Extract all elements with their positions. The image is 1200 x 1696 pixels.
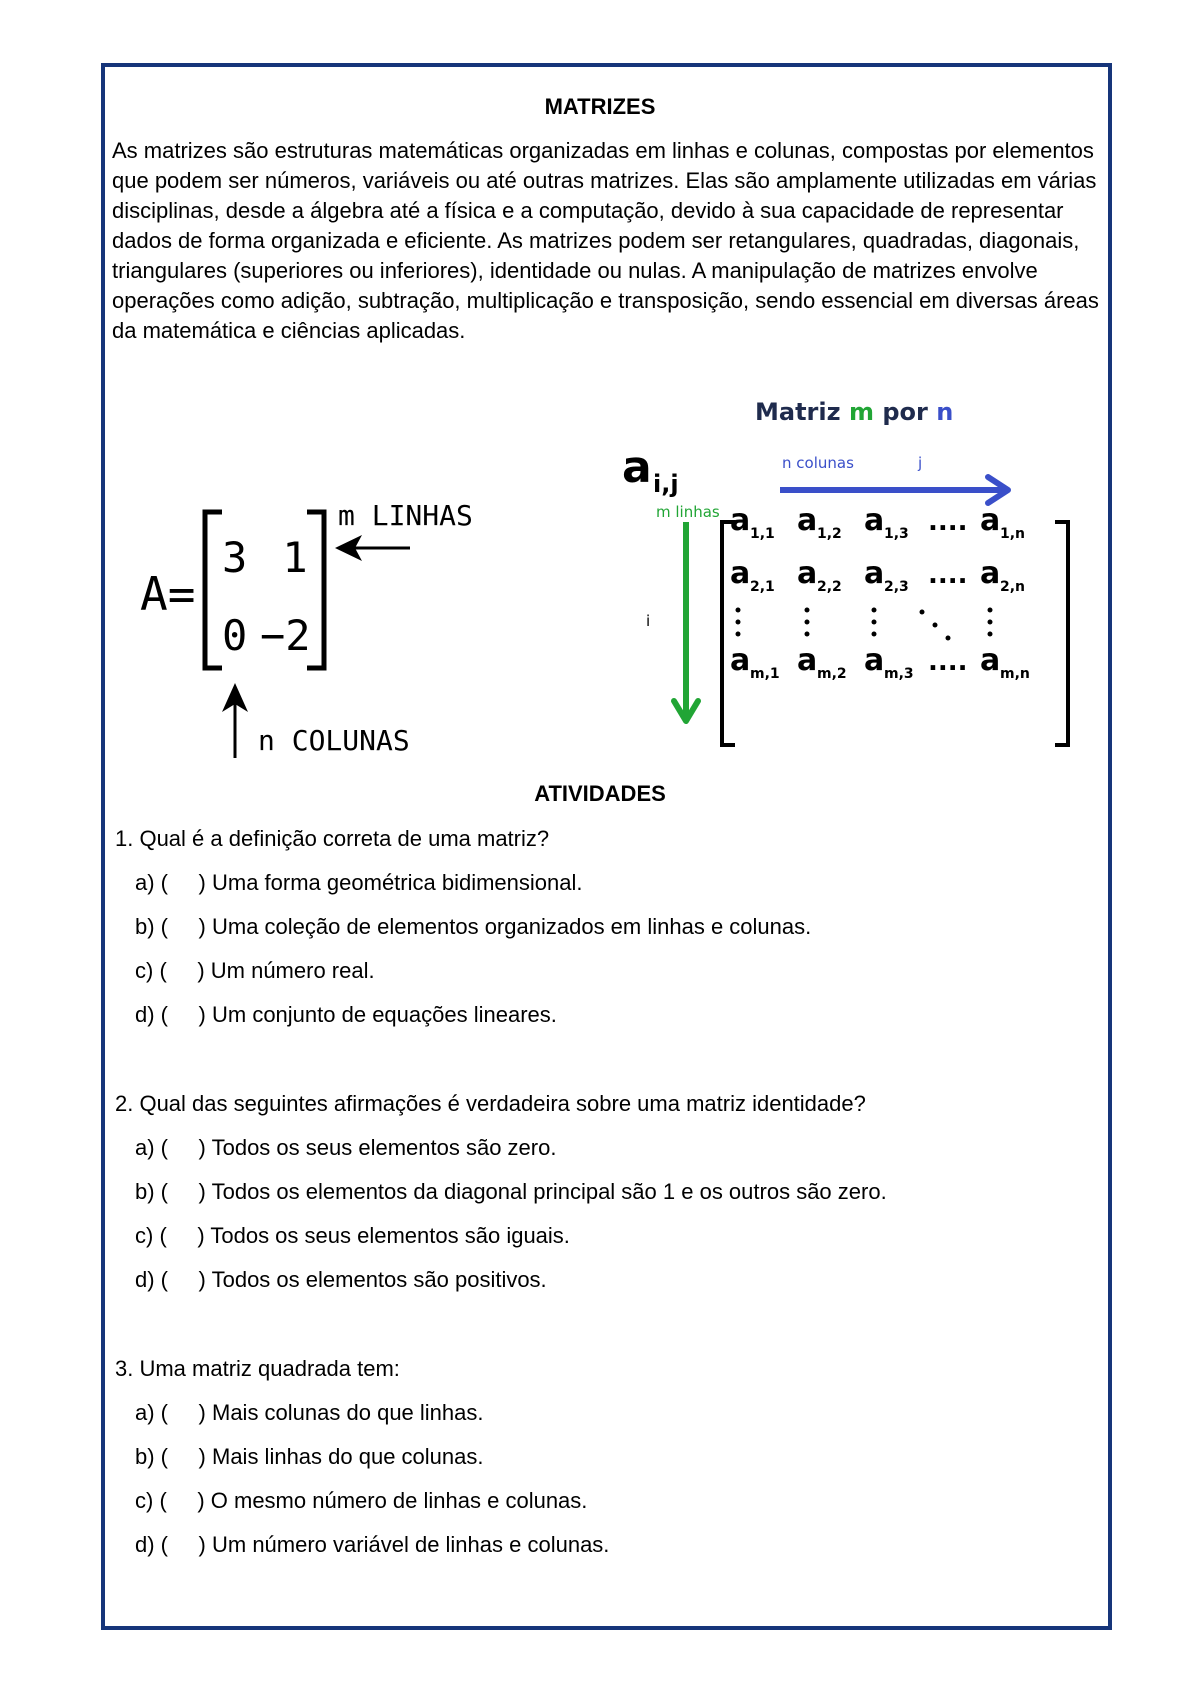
- svg-text:a: a: [980, 503, 1001, 538]
- rows-label: m LINHAS: [338, 499, 473, 532]
- element-base: a: [622, 442, 652, 493]
- svg-text:1,1: 1,1: [750, 526, 775, 542]
- svg-text:a: a: [864, 643, 885, 678]
- arrow-down-icon: [674, 522, 698, 721]
- question-3-option-d[interactable]: d) ( ) Um número variável de linhas e colunas.: [135, 1532, 610, 1557]
- svg-text:m,n: m,n: [1000, 666, 1030, 682]
- arrow-up-icon: [222, 683, 248, 758]
- svg-text:m,1: m,1: [750, 666, 780, 682]
- cols-label: n COLUNAS: [258, 724, 410, 757]
- svg-text:a: a: [864, 556, 885, 591]
- example-matrix-figure: [130, 490, 510, 770]
- matrix-cell-2-2: −2: [260, 611, 311, 660]
- svg-text:....: ....: [928, 507, 968, 537]
- question-3-option-a[interactable]: a) ( ) Mais colunas do que linhas.: [135, 1400, 484, 1425]
- question-2-option-c[interactable]: c) ( ) Todos os seus elementos são iguais.: [135, 1223, 570, 1248]
- j-label: j: [918, 454, 923, 472]
- svg-text:a: a: [730, 556, 751, 591]
- svg-text:a: a: [864, 503, 885, 538]
- question-2-option-b[interactable]: b) ( ) Todos os elementos da diagonal principal são 1 e os outros são zero.: [135, 1179, 887, 1204]
- svg-text:....: ....: [928, 647, 968, 677]
- question-1-option-d[interactable]: d) ( ) Um conjunto de equações lineares.: [135, 1002, 557, 1027]
- question-2-option-d[interactable]: d) ( ) Todos os elementos são positivos.: [135, 1267, 547, 1292]
- vertical-ellipsis-dots: [736, 608, 993, 641]
- svg-text:a: a: [797, 556, 818, 591]
- svg-text:a: a: [797, 503, 818, 538]
- element-subscript: i,j: [653, 470, 679, 498]
- question-1: 1. Qual é a definição correta de uma matriz?: [115, 826, 550, 851]
- question-1-option-c[interactable]: c) ( ) Um número real.: [135, 958, 375, 983]
- matrix-cell-2-1: 0: [222, 611, 248, 660]
- general-matrix-row-m: [730, 643, 1030, 682]
- matrix-cell-1-2: 1: [282, 533, 308, 582]
- svg-text:2,3: 2,3: [884, 579, 909, 595]
- svg-text:m,3: m,3: [884, 666, 914, 682]
- general-matrix-figure: [610, 390, 1080, 770]
- question-3-option-b[interactable]: b) ( ) Mais linhas do que colunas.: [135, 1444, 484, 1469]
- svg-text:1,n: 1,n: [1000, 526, 1026, 542]
- svg-text:1,3: 1,3: [884, 526, 909, 542]
- left-bracket: [205, 512, 222, 668]
- svg-text:1,2: 1,2: [817, 526, 842, 542]
- m-rows-label: m linhas: [656, 503, 720, 521]
- question-1-option-b[interactable]: b) ( ) Uma coleção de elementos organizados em linhas e colunas.: [135, 914, 812, 939]
- question-1-option-a[interactable]: a) ( ) Uma forma geométrica bidimensional.: [135, 870, 583, 895]
- matrix-name: A=: [140, 567, 196, 621]
- n-cols-label: n colunas: [782, 454, 854, 472]
- arrow-left-icon: [335, 535, 410, 561]
- general-matrix-title: Matriz m por n: [755, 398, 954, 426]
- svg-text:a: a: [797, 643, 818, 678]
- i-label: i: [646, 612, 651, 630]
- general-matrix-row-1: [730, 503, 1025, 542]
- question-2: 2. Qual das seguintes afirmações é verdadeira sobre uma matriz identidade?: [115, 1091, 866, 1116]
- question-3-option-c[interactable]: c) ( ) O mesmo número de linhas e colunas.: [135, 1488, 588, 1513]
- svg-text:a: a: [980, 643, 1001, 678]
- svg-text:a: a: [730, 503, 751, 538]
- arrow-right-icon: [780, 477, 1008, 503]
- svg-text:2,2: 2,2: [817, 579, 842, 595]
- general-matrix-row-2: [730, 556, 1025, 595]
- svg-text:m,2: m,2: [817, 666, 847, 682]
- activities-title: ATIVIDADES: [534, 781, 666, 806]
- svg-text:2,1: 2,1: [750, 579, 775, 595]
- matrix-cell-1-1: 3: [222, 533, 248, 582]
- question-2-option-a[interactable]: a) ( ) Todos os seus elementos são zero.: [135, 1135, 557, 1160]
- svg-text:2,n: 2,n: [1000, 579, 1026, 595]
- page-title: MATRIZES: [544, 94, 656, 119]
- svg-text:a: a: [730, 643, 751, 678]
- svg-text:....: ....: [928, 560, 968, 590]
- question-3: 3. Uma matriz quadrada tem:: [115, 1356, 400, 1381]
- svg-text:a: a: [980, 556, 1001, 591]
- intro-paragraph: As matrizes são estruturas matemáticas organizadas em linhas e colunas, compostas por elementos que podem ser números, variáveis ou até outras matrizes. Elas são amplamente utilizadas em várias disciplinas, desde a álgebra até a física e a computação, devido à sua capacidade de representar dados de forma organizada e eficiente. As matrizes podem ser retangulares, quadradas, diagonais, triangulares (superiores ou inferiores), identidade ou nulas. A manipulação de matrizes envolve operações como adição, subtração, multiplicação e transposição, sendo essencial em diversas áreas da matemática e ciências aplicadas.: [112, 138, 1099, 343]
- general-right-bracket: [1055, 522, 1068, 745]
